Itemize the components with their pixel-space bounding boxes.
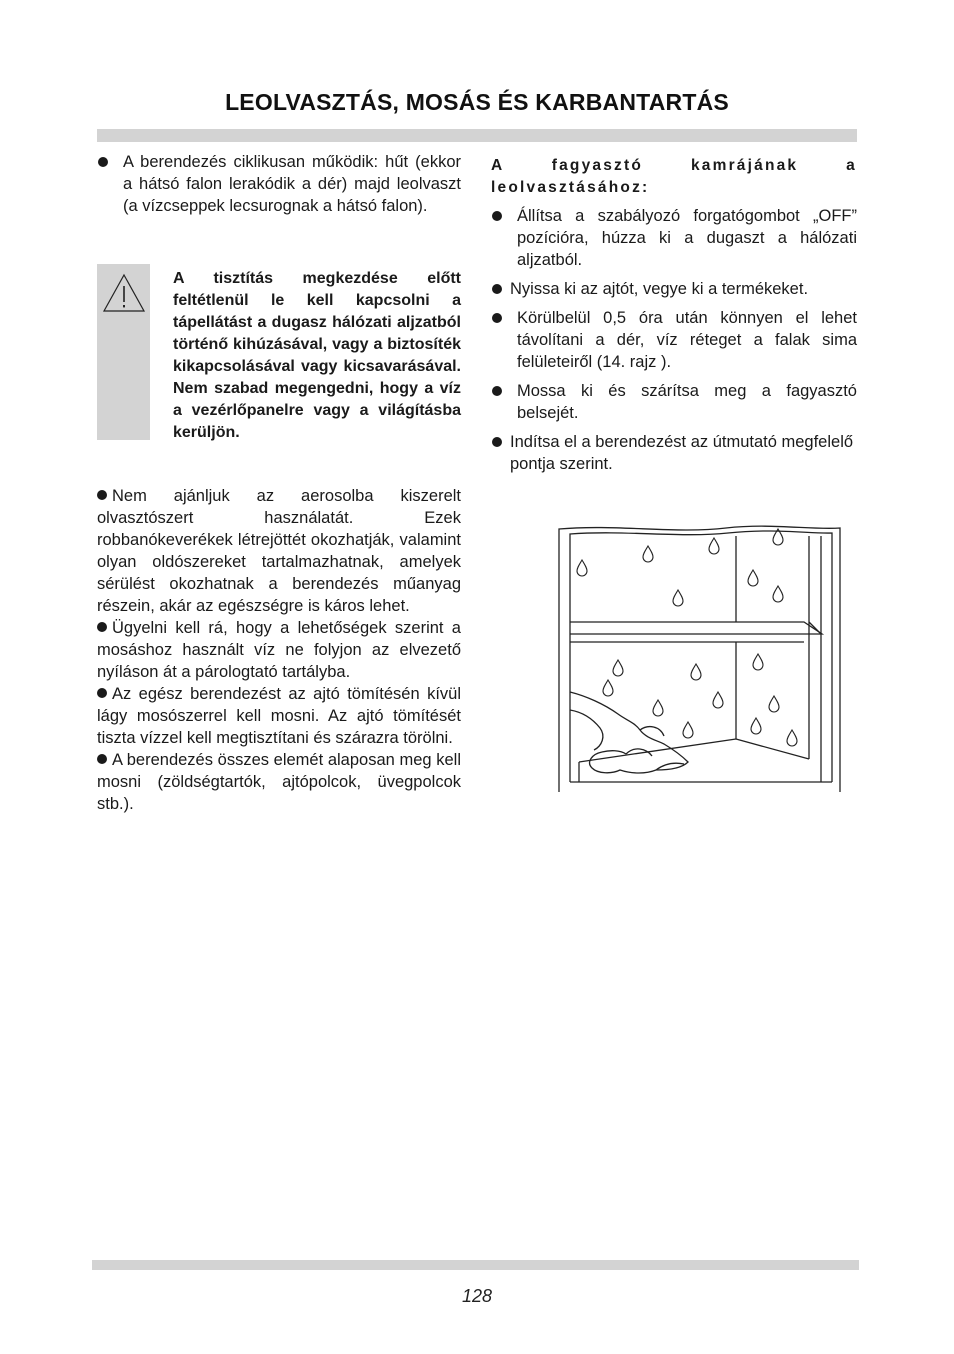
bullet-dot-icon (492, 386, 502, 396)
list-item: Ügyelni kell rá, hogy a lehetőségek szerint a mosáshoz használt víz ne folyjon az elvezető nyíláson át a párologtató tartályba. (97, 619, 461, 681)
bullet-dot-icon (98, 157, 108, 167)
warning-block (97, 264, 461, 440)
bullet-dot-icon (492, 284, 502, 294)
list-item: Nem ajánljuk az aerosolba kiszerelt olvasztószert használatát. Ezek robbanókeverékek létrejöttét okozhatják, valamint olyan oldószereket tartalmazhatnak, amelyek sérülést okozhatnak a berendezés műanyag részein, akár az egészségre is káros lehet. (97, 487, 461, 615)
list-item: Körülbelül 0,5 óra után könnyen el lehet távolítani a dér, víz réteget a falak sima felületeiről (14. rajz ). (491, 307, 857, 373)
right-column (491, 155, 857, 482)
warning-box (97, 264, 150, 440)
bullet-dot-icon (492, 211, 502, 221)
intro-text: A berendezés ciklikusan működik: hűt (ekkor a hátsó falon lerakódik a dér) majd leolvaszt (a vízcseppek lecsurognak a hátsó falon). (123, 153, 461, 215)
list-item: Állítsa a szabályozó forgatógombot „OFF” pozícióra, húzza ki a dugaszt a hálózati aljzatból. (491, 205, 857, 271)
bullet-dot-icon (97, 754, 107, 764)
intro-bullet (97, 151, 461, 217)
page-number: 128 (461, 1286, 493, 1306)
bullet-dot-icon (492, 437, 502, 447)
warning-triangle-icon (97, 270, 150, 320)
list-item: Indítsa el a berendezést az útmutató megfelelő pontja szerint. (491, 431, 857, 475)
list-item: Nyissa ki az ajtót, vegye ki a termékeket. (491, 278, 857, 300)
warning-text: A tisztítás megkezdése előtt feltétlenül le kell kapcsolni a tápellátást a dugasz hálózati aljzatból történő kihúzásával, vagy a biztosíték kikapcsolásával vagy kicsavarásával. Nem szabad megengedni, hogy a víz a vezérlőpanelre vagy a világításba kerüljön. (173, 270, 461, 441)
bullet-dot-icon (97, 622, 107, 632)
left-bullet-list (97, 485, 461, 815)
list-item: A berendezés összes elemét alaposan meg kell mosni (zöldségtartók, ajtópolcok, üvegpolcok stb.). (97, 751, 461, 813)
bullet-dot-icon (97, 688, 107, 698)
page-title: LEOLVASZTÁS, MOSÁS ÉS KARBANTARTÁS (225, 89, 729, 115)
freezer-illustration (556, 524, 842, 794)
footer-divider (92, 1260, 859, 1270)
bullet-dot-icon (492, 313, 502, 323)
bullet-dot-icon (97, 490, 107, 500)
section-heading: A fagyasztó kamrájának a leolvasztásához: (491, 157, 857, 196)
list-item: Mossa ki és szárítsa meg a fagyasztó belsejét. (491, 380, 857, 424)
list-item: Az egész berendezést az ajtó tömítésén kívül lágy mosószerrel kell mosni. Az ajtó tömítését tiszta vízzel kell megtisztítani és szárazra törölni. (97, 685, 461, 747)
header-divider (97, 129, 857, 142)
